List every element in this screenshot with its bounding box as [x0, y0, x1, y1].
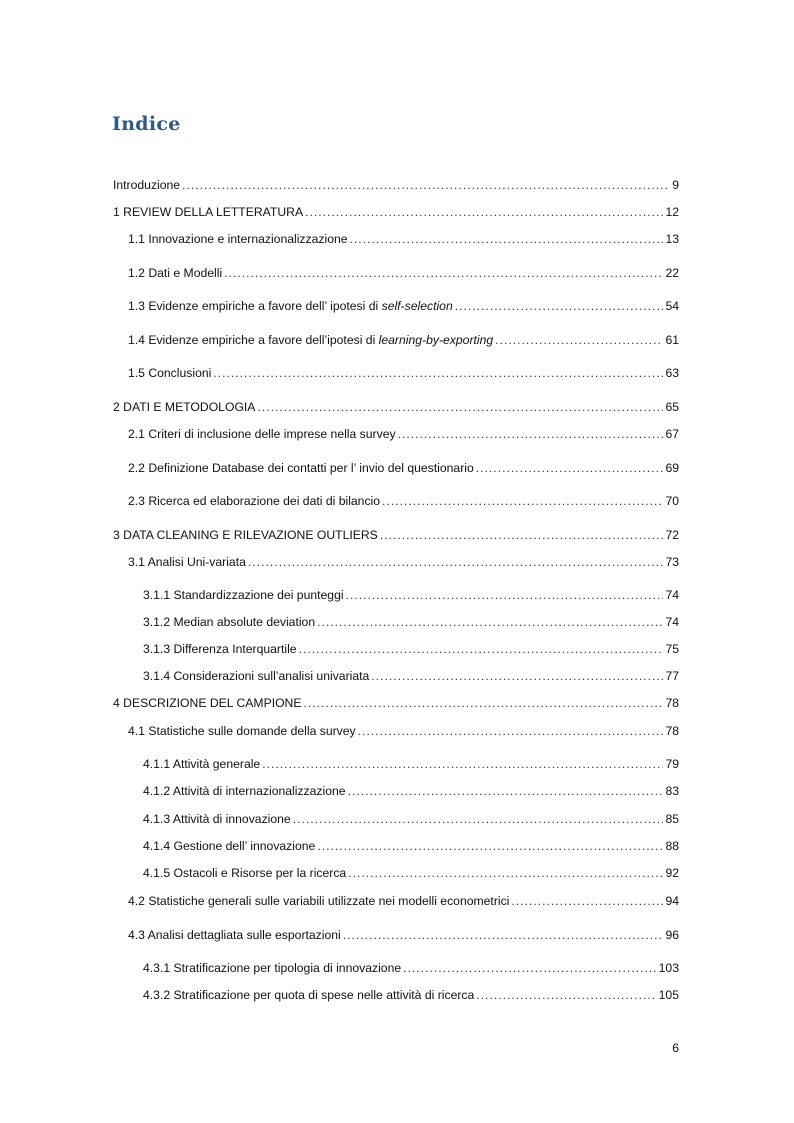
toc-entry[interactable]: [128, 264, 679, 282]
toc-entry-page: 78: [665, 724, 679, 738]
toc-entry[interactable]: [128, 553, 679, 571]
toc-entry-page: 96: [665, 928, 679, 942]
toc-entry[interactable]: [113, 694, 679, 712]
toc-entry[interactable]: [143, 613, 679, 631]
toc-entry[interactable]: [113, 176, 679, 194]
toc-leader: [182, 176, 670, 194]
toc-leader: [224, 264, 663, 282]
toc-entry[interactable]: [143, 864, 679, 882]
toc-entry-page: 92: [665, 866, 679, 880]
toc-entry-page: 103: [658, 961, 679, 975]
toc-entry-label: 1.5 Conclusioni: [128, 366, 212, 380]
toc-entry-label: 3.1 Analisi Uni-variata: [128, 555, 246, 569]
toc-entry-label: 1.1 Innovazione e internazionalizzazione: [128, 232, 348, 246]
toc-entry-page: 63: [665, 366, 679, 380]
toc-entry-label: 1.2 Dati e Modelli: [128, 266, 223, 280]
toc-entry-page: 75: [665, 642, 679, 656]
toc-entry[interactable]: [143, 837, 679, 855]
toc-entry-label: 4.1.5 Ostacoli e Risorse per la ricerca: [143, 866, 347, 880]
toc-entry[interactable]: [113, 398, 679, 416]
toc-leader: [304, 694, 664, 712]
toc-entry[interactable]: [128, 331, 679, 349]
page-title: Indice: [112, 113, 181, 135]
toc-leader: [346, 586, 664, 604]
toc-entry-page: 61: [665, 333, 679, 347]
toc-leader: [248, 553, 664, 571]
toc-entry-page: 13: [665, 232, 679, 246]
toc-leader: [511, 892, 663, 910]
toc-entry-label: 4.2 Statistiche generali sulle variabili utilizzate nei modelli econometrici: [128, 894, 510, 908]
toc-leader: [317, 837, 663, 855]
toc-entry[interactable]: [128, 492, 679, 510]
toc-leader: [348, 782, 664, 800]
toc-entry-label: Introduzione: [113, 178, 181, 192]
toc-entry[interactable]: [143, 667, 679, 685]
toc-leader: [380, 526, 664, 544]
toc-entry-page: 85: [665, 812, 679, 826]
toc-entry[interactable]: [128, 230, 679, 248]
toc-entry[interactable]: [128, 722, 679, 740]
toc-entry-label: 3.1.1 Standardizzazione dei punteggi: [143, 588, 344, 602]
toc-entry-page: 69: [665, 461, 679, 475]
toc-entry-page: 65: [665, 400, 679, 414]
toc-entry-label: 4.3.2 Stratificazione per quota di spese nelle attività di ricerca: [143, 988, 475, 1002]
toc-leader: [293, 810, 664, 828]
toc-entry-page: 70: [665, 494, 679, 508]
toc-entry-label: 1.3 Evidenze empiriche a favore dell’ ipotesi di self-selection: [128, 299, 453, 313]
toc-entry-label: 3 DATA CLEANING E RILEVAZIONE OUTLIERS: [113, 528, 378, 542]
toc-leader: [403, 959, 657, 977]
toc-entry-page: 78: [665, 696, 679, 710]
toc-leader: [476, 459, 664, 477]
toc-entry-emphasis: self-selection: [381, 299, 453, 313]
toc-leader: [476, 986, 656, 1004]
toc-entry[interactable]: [143, 640, 679, 658]
toc-entry-page: 54: [665, 299, 679, 313]
toc-leader: [455, 297, 664, 315]
toc-entry-label: 4.1 Statistiche sulle domande della survey: [128, 724, 356, 738]
toc-leader: [213, 364, 663, 382]
toc-entry-page: 77: [665, 669, 679, 683]
toc-entry-label: 4.3 Analisi dettagliata sulle esportazioni: [128, 928, 341, 942]
toc-entry-page: 105: [658, 988, 679, 1002]
toc-entry[interactable]: [128, 364, 679, 382]
toc-entry-label: 4.3.1 Stratificazione per tipologia di innovazione: [143, 961, 402, 975]
toc-entry-page: 88: [665, 839, 679, 853]
toc-entry[interactable]: [143, 959, 679, 977]
toc-leader: [257, 398, 663, 416]
toc-entry-page: 12: [665, 205, 679, 219]
toc-entry-label: 2.1 Criteri di inclusione delle imprese nella survey: [128, 427, 396, 441]
toc-leader: [299, 640, 664, 658]
toc-leader: [371, 667, 663, 685]
toc-entry[interactable]: [143, 755, 679, 773]
toc-entry[interactable]: [143, 810, 679, 828]
toc-entry-page: 22: [665, 266, 679, 280]
toc-entry-page: 72: [665, 528, 679, 542]
toc-entry-label: 4 DESCRIZIONE DEL CAMPIONE: [113, 696, 302, 710]
toc-entry-label: 1 REVIEW DELLA LETTERATURA: [113, 205, 304, 219]
toc-entry-label: 3.1.3 Differenza Interquartile: [143, 642, 297, 656]
page-number: 6: [672, 1041, 679, 1055]
toc-leader: [495, 331, 663, 349]
toc-entry[interactable]: [143, 986, 679, 1004]
toc-leader: [317, 613, 663, 631]
toc-entry-label: 2 DATI E METODOLOGIA: [113, 400, 256, 414]
toc-entry[interactable]: [128, 892, 679, 910]
toc-entry-page: 74: [665, 615, 679, 629]
toc-leader: [262, 755, 663, 773]
toc-entry[interactable]: [143, 782, 679, 800]
toc-entry-label: 4.1.4 Gestione dell’ innovazione: [143, 839, 316, 853]
toc-entry[interactable]: [128, 459, 679, 477]
toc-entry-label: 3.1.2 Median absolute deviation: [143, 615, 316, 629]
toc-entry[interactable]: [113, 203, 679, 221]
toc-entry[interactable]: [128, 425, 679, 443]
toc-entry-label: 3.1.4 Considerazioni sull’analisi univariata: [143, 669, 370, 683]
toc-entry-label: 4.1.2 Attività di internazionalizzazione: [143, 784, 346, 798]
toc-leader: [348, 864, 663, 882]
toc-entry-page: 79: [665, 757, 679, 771]
toc-entry-page: 73: [665, 555, 679, 569]
toc-entry-emphasis: learning-by-exporting: [378, 333, 494, 347]
toc-leader: [398, 425, 664, 443]
toc-entry[interactable]: [128, 297, 679, 315]
toc-leader: [358, 722, 664, 740]
toc-leader: [343, 926, 664, 944]
toc-entry-label: 4.1.1 Attività generale: [143, 757, 261, 771]
toc-leader: [350, 230, 664, 248]
toc-entry-page: 74: [665, 588, 679, 602]
toc-entry-label: 4.1.3 Attività di innovazione: [143, 812, 291, 826]
toc-entry-label: 1.4 Evidenze empiriche a favore dell’ipotesi di learning-by-exporting: [128, 333, 494, 347]
toc-entry[interactable]: [128, 926, 679, 944]
toc-entry-page: 9: [672, 178, 679, 192]
toc-entry-label: 2.3 Ricerca ed elaborazione dei dati di bilancio: [128, 494, 381, 508]
toc-entry-page: 83: [665, 784, 679, 798]
toc-entry-label: 2.2 Definizione Database dei contatti per l’ invio del questionario: [128, 461, 474, 475]
toc-entry[interactable]: [113, 526, 679, 544]
toc-entry-page: 94: [665, 894, 679, 908]
toc-entry[interactable]: [143, 586, 679, 604]
toc-entry-page: 67: [665, 427, 679, 441]
toc-leader: [382, 492, 663, 510]
toc-leader: [305, 203, 663, 221]
